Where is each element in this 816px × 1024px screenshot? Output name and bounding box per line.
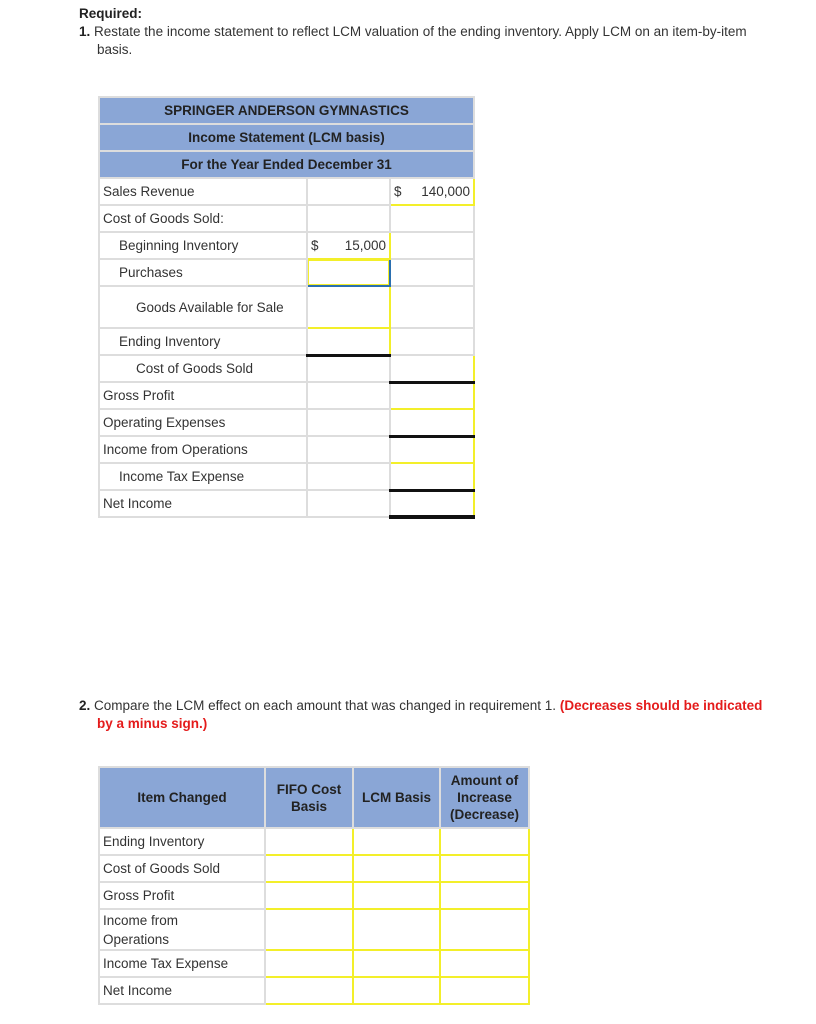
change-input[interactable]: [440, 950, 529, 977]
row-label: Income Tax Expense: [99, 950, 265, 977]
table-row: [99, 286, 474, 328]
table-row: [99, 828, 529, 855]
requirements: [79, 5, 779, 59]
net-income-input[interactable]: [390, 490, 474, 517]
row-label: Net Income: [99, 977, 265, 1004]
header-item-changed: Item Changed: [99, 767, 265, 828]
row-label: Ending Inventory: [99, 828, 265, 855]
table-row: [99, 882, 529, 909]
company-name: SPRINGER ANDERSON GYMNASTICS: [99, 97, 474, 124]
fifo-input[interactable]: [265, 950, 353, 977]
fifo-input[interactable]: [265, 828, 353, 855]
lcm-input[interactable]: [353, 828, 440, 855]
lcm-input[interactable]: [353, 882, 440, 909]
purchases-input[interactable]: [307, 259, 390, 286]
change-input[interactable]: [440, 882, 529, 909]
change-input[interactable]: [440, 828, 529, 855]
row-label: Cost of Goods Sold:: [99, 205, 307, 232]
lcm-input[interactable]: [353, 977, 440, 1004]
table-row: [99, 855, 529, 882]
row-label: Purchases: [99, 259, 307, 286]
table-row: [99, 977, 529, 1004]
requirement-2: 2. Compare the LCM effect on each amount that was changed in requirement 1. (Decreases should be indicated by a minus sign.): [79, 698, 763, 731]
lcm-input[interactable]: [353, 950, 440, 977]
change-input[interactable]: [440, 855, 529, 882]
income-tax-expense-input[interactable]: [390, 463, 474, 490]
table-row: [99, 950, 529, 977]
change-input[interactable]: [440, 909, 529, 950]
sales-revenue-value[interactable]: $ 140,000: [390, 178, 474, 205]
lcm-input[interactable]: [353, 855, 440, 882]
header-fifo-cost-basis: FIFO Cost Basis: [265, 767, 353, 828]
table-row: [99, 382, 474, 409]
table-row: [99, 259, 474, 286]
row-label: Income Tax Expense: [99, 463, 307, 490]
instruction-note: (Decreases should be indicated by a minus sign.): [97, 698, 763, 731]
header-lcm-basis: LCM Basis: [353, 767, 440, 828]
ending-inventory-input[interactable]: [307, 328, 390, 355]
table-row: [99, 328, 474, 355]
table-row: [99, 909, 529, 950]
row-label: Cost of Goods Sold: [99, 855, 265, 882]
header-amount-change: Amount of Increase (Decrease): [440, 767, 529, 828]
fifo-input[interactable]: [265, 909, 353, 950]
row-label: Cost of Goods Sold: [99, 355, 307, 382]
income-statement-table: [98, 96, 475, 519]
row-label: Net Income: [99, 490, 307, 517]
fifo-input[interactable]: [265, 977, 353, 1004]
row-label: Sales Revenue: [99, 178, 307, 205]
requirement-1: 1. Restate the income statement to reflect LCM valuation of the ending inventory. Apply LCM on an item-by-item basis.: [79, 24, 747, 57]
goods-available-input[interactable]: [307, 286, 390, 328]
table-row: [99, 232, 474, 259]
fifo-input[interactable]: [265, 882, 353, 909]
table-row: [99, 205, 474, 232]
row-label: Ending Inventory: [99, 328, 307, 355]
table-row: [99, 409, 474, 436]
row-label: Gross Profit: [99, 382, 307, 409]
comparison-table: [98, 766, 530, 1005]
statement-period: For the Year Ended December 31: [99, 151, 474, 178]
row-label: Goods Available for Sale: [99, 286, 307, 328]
fifo-input[interactable]: [265, 855, 353, 882]
cogs-input[interactable]: [390, 355, 474, 382]
row-label: Gross Profit: [99, 882, 265, 909]
row-label: Beginning Inventory: [99, 232, 307, 259]
statement-title: Income Statement (LCM basis): [99, 124, 474, 151]
operating-expenses-input[interactable]: [390, 409, 474, 436]
beginning-inventory-value[interactable]: $ 15,000: [307, 232, 390, 259]
required-heading: Required:: [79, 6, 143, 21]
table-row: [99, 490, 474, 517]
table-row: [99, 463, 474, 490]
row-label: Income from Operations: [99, 436, 307, 463]
income-from-operations-input[interactable]: [390, 436, 474, 463]
lcm-input[interactable]: [353, 909, 440, 950]
row-label: Income from Operations: [99, 909, 265, 950]
table-row: [99, 355, 474, 382]
change-input[interactable]: [440, 977, 529, 1004]
table-row: [99, 178, 474, 205]
gross-profit-input[interactable]: [390, 382, 474, 409]
row-label: Operating Expenses: [99, 409, 307, 436]
table-row: [99, 436, 474, 463]
